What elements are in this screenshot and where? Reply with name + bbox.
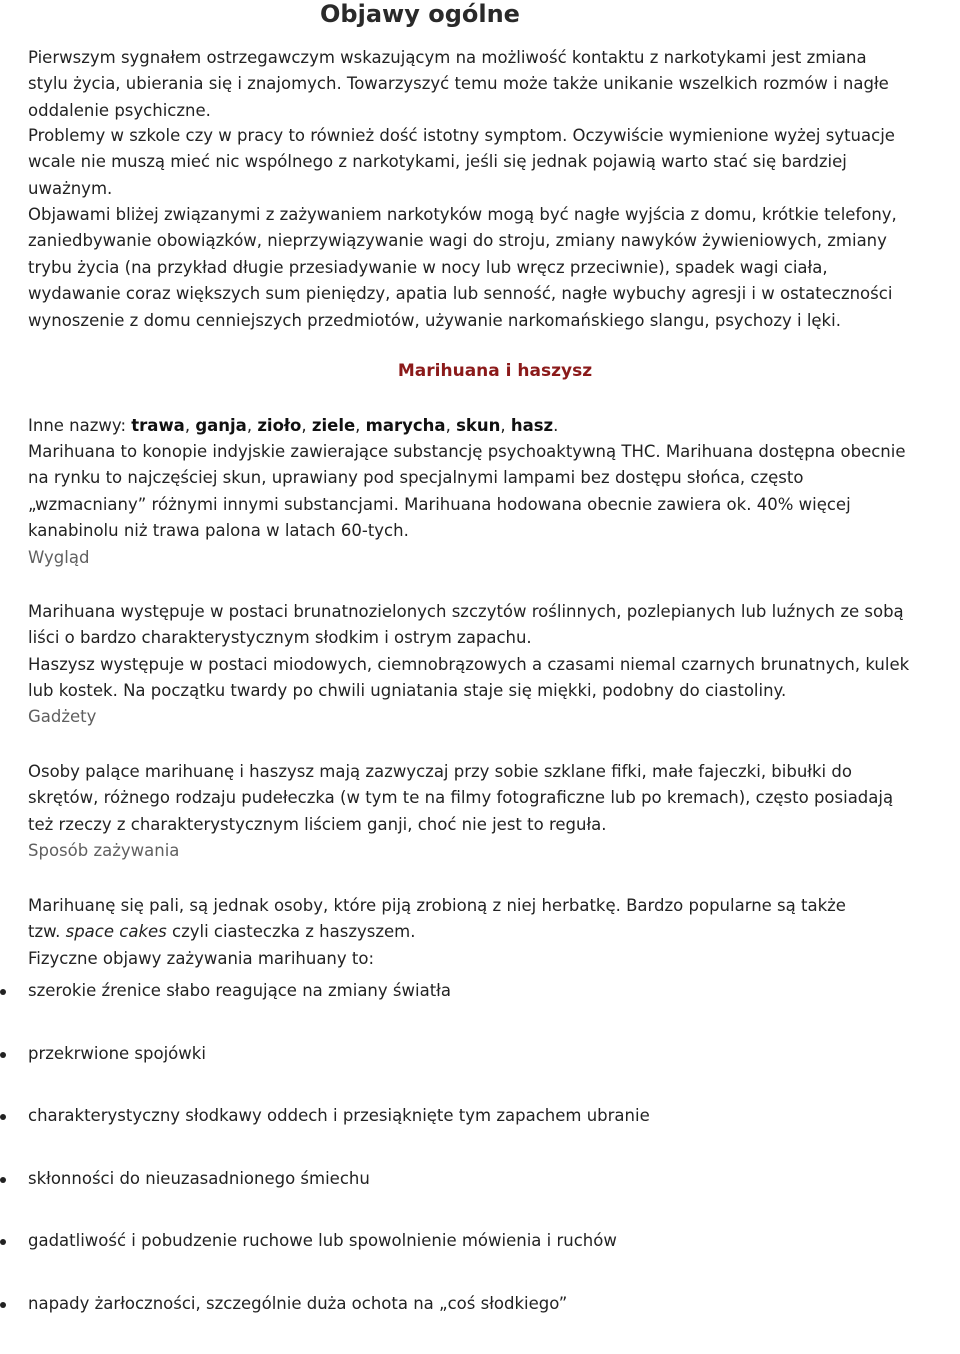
list-item-text: szerokie źrenice słabo reagujące na zmiany światła — [28, 981, 451, 1000]
bullet-icon — [0, 1114, 6, 1120]
text-line: Osoby palące marihuanę i haszysz mają zazwyczaj przy sobie szklane fifki, małe fajeczki, bibułki do — [28, 762, 852, 781]
subheading-gadgets: Gadżety — [28, 707, 97, 726]
text-line: „wzmacniany” różnymi innymi substancjami. Marihuana hodowana obecnie zawiera ok. 40% więcej — [28, 494, 851, 514]
name-term: skun — [456, 416, 501, 435]
text-line: Marihuana to konopie indyjskie zawierające substancję psychoaktywną THC. Marihuana dostępna obecnie — [28, 442, 906, 461]
list-item-text: charakterystyczny słodkawy oddech i przesiąknięte tym zapachem ubranie — [28, 1106, 650, 1126]
bullet-icon — [0, 1177, 6, 1183]
bullet-icon — [0, 1052, 6, 1058]
appearance-paragraph — [28, 599, 960, 705]
text-line: też rzeczy z charakterystycznym liściem ganji, choć nie jest to reguła. — [28, 814, 607, 834]
intro-paragraph-3 — [28, 202, 960, 334]
bullet-icon — [0, 1302, 6, 1308]
text-line: liści o bardzo charakterystycznym słodkim i ostrym zapachu. — [28, 628, 532, 648]
name-term: trawa — [131, 416, 185, 435]
list-item — [0, 978, 960, 1041]
list-item-text: przekrwione spojówki — [28, 1043, 206, 1063]
other-names-line — [28, 413, 960, 439]
list-item — [0, 1228, 960, 1291]
separator: . — [553, 416, 559, 435]
usage-paragraph — [28, 893, 960, 972]
text-line: lub kostek. Na początku twardy po chwili ugniatania staje się miękki, podobny do ciastoliny. — [28, 681, 787, 701]
marihuana-description — [28, 439, 960, 545]
text-line: Marihuanę się pali, są jednak osoby, które piją zrobioną z niej herbatkę. Bardzo popularne są także — [28, 896, 846, 915]
separator: , — [246, 416, 258, 435]
intro-paragraph-1 — [28, 45, 960, 124]
list-item — [0, 1041, 960, 1104]
list-item — [0, 1103, 960, 1166]
list-item-text: skłonności do nieuzasadnionego śmiechu — [28, 1168, 370, 1188]
subheading-appearance: Wygląd — [28, 548, 90, 567]
bullet-icon — [0, 1239, 6, 1245]
text-line: trybu życia (na przykład długie przesiadywanie w nocy lub wręcz przeciwnie), spadek wagi ciała, — [28, 257, 828, 277]
text-line: Haszysz występuje w postaci miodowych, ciemnobrązowych a czasami niemal czarnych brunatnych, kulek — [28, 654, 910, 674]
separator: , — [355, 416, 366, 435]
intro-paragraph-2 — [28, 123, 960, 202]
text-line: wcale nie muszą mieć nic wspólnego z narkotykami, jeśli się jednak pojawią warto stać się bardziej — [28, 152, 847, 172]
separator: , — [301, 416, 312, 435]
text-line: wynoszenie z domu cenniejszych przedmiotów, używanie narkomańskiego slangu, psychozy i lęki. — [28, 310, 841, 330]
text-line: stylu życia, ubierania się i znajomych. Towarzyszyć temu może także unikanie wszelkich rozmów i nagłe — [28, 74, 889, 94]
bullet-icon — [0, 989, 6, 995]
text-line: Marihuana występuje w postaci brunatnozielonych szczytów roślinnych, pozlepianych lub luźnych ze sobą — [28, 602, 904, 621]
text-line: kanabinolu niż trawa palona w latach 60-tych. — [28, 521, 409, 541]
text-line: wydawanie coraz większych sum pieniędzy, apatia lub senność, nagłe wybuchy agresji i w ostateczności — [28, 284, 893, 304]
text-line: uważnym. — [28, 178, 113, 198]
text-line: Problemy w szkole czy w pracy to również dość istotny symptom. Oczywiście wymienione wyżej sytuacje — [28, 126, 895, 145]
list-item-text: gadatliwość i pobudzenie ruchowe lub spowolnienie mówienia i ruchów — [28, 1231, 617, 1251]
separator: , — [184, 416, 196, 435]
text-line: skrętów, różnego rodzaju pudełeczka (w tym te na filmy fotograficzne lub po kremach), często posiadają — [28, 788, 894, 808]
symptoms-list — [0, 978, 960, 1354]
list-item-text: napady żarłoczności, szczególnie duża ochota na „coś słodkiego” — [28, 1293, 568, 1313]
page-title: Objawy ogólne — [320, 0, 520, 28]
text-line: zaniedbywanie obowiązków, nieprzywiązywanie wagi do stroju, zmiany nawyków żywieniowych, zmiany — [28, 231, 887, 251]
list-item — [0, 1166, 960, 1229]
section-heading-marihuana: Marihuana i haszysz — [397, 361, 593, 381]
text-line: oddalenie psychiczne. — [28, 100, 211, 120]
text-line: Pierwszym sygnałem ostrzegawczym wskazującym na możliwość kontaktu z narkotykami jest zmiana — [28, 48, 867, 67]
gadgets-paragraph — [28, 759, 960, 838]
symptoms-intro: Fizyczne objawy zażywania marihuany to: — [28, 948, 375, 968]
name-term: ganja — [195, 416, 247, 435]
separator: , — [500, 416, 511, 435]
name-term: zioło — [257, 416, 302, 435]
name-term: marycha — [365, 416, 446, 435]
subheading-usage: Sposób zażywania — [28, 841, 180, 860]
name-term: ziele — [311, 416, 356, 435]
text-line: Objawami bliżej związanymi z zażywaniem narkotyków mogą być nagłe wyjścia z domu, krótkie telefony, — [28, 205, 897, 224]
other-names-label: Inne nazwy: — [28, 416, 132, 435]
usage-italic-term: space cakes — [65, 922, 167, 942]
text-line — [28, 919, 960, 945]
separator: , — [445, 416, 457, 435]
usage-prefix: tzw. — [28, 922, 66, 942]
name-term: hasz — [510, 416, 554, 435]
usage-suffix: czyli ciasteczka z haszyszem. — [166, 922, 416, 942]
text-line: na rynku to najczęściej skun, uprawiany pod specjalnymi lampami bez dostępu słońca, często — [28, 468, 804, 488]
list-item — [0, 1291, 960, 1354]
